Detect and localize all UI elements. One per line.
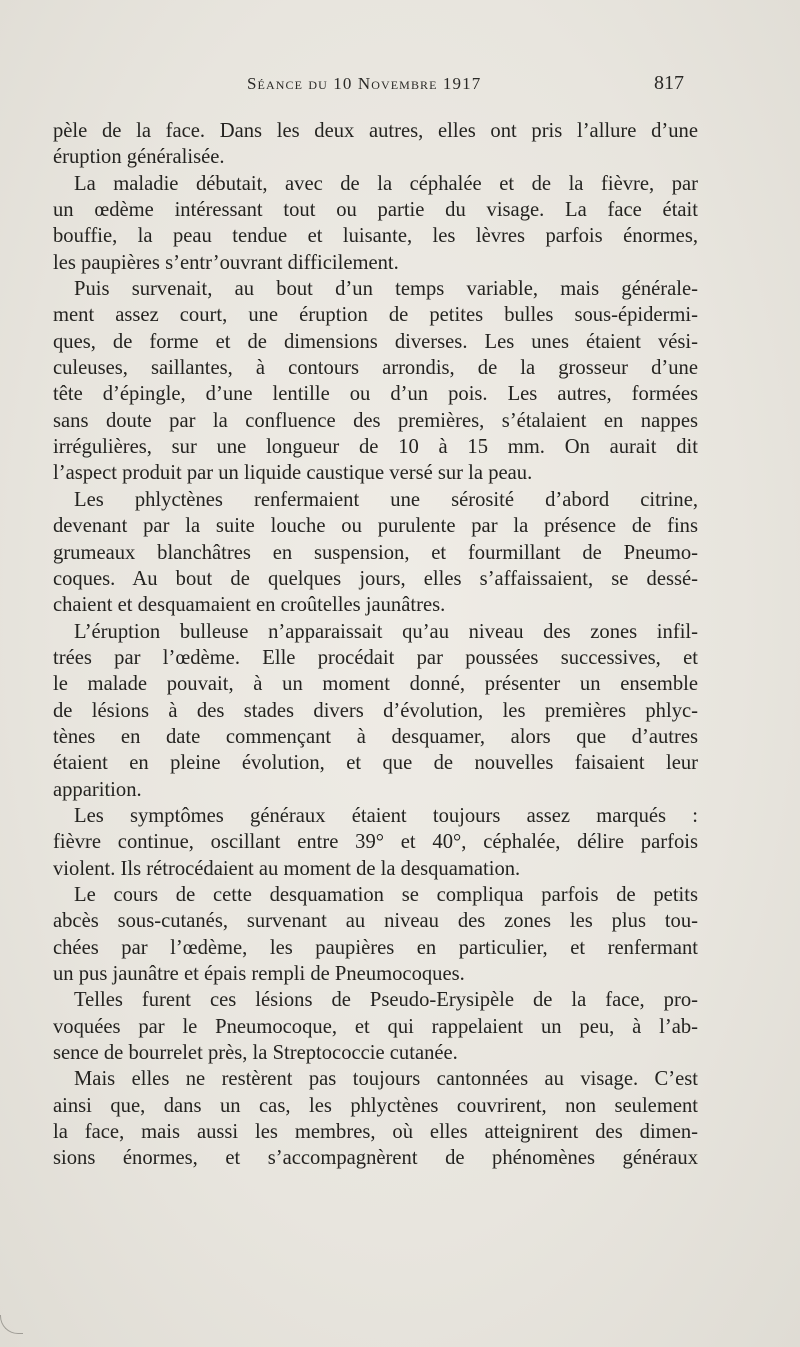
text-line: sions énormes, et s’accompagnèrent de phénomènes généraux: [53, 1147, 698, 1170]
text-line: culeuses, saillantes, à contours arrondis, de la grosseur d’une: [53, 357, 698, 380]
text-line: trées par l’œdème. Elle procédait par poussées successives, et: [53, 646, 698, 669]
text-line: le malade pouvait, à un moment donné, présenter un ensemble: [53, 673, 698, 696]
text-line: grumeaux blanchâtres en suspension, et fourmillant de Pneumo-: [53, 541, 698, 564]
text-line: Mais elles ne restèrent pas toujours cantonnées au visage. C’est: [74, 1068, 698, 1091]
text-line: violent. Ils rétrocédaient au moment de la desquamation.: [53, 857, 521, 880]
text-line: sence de bourrelet près, la Streptococcie cutanée.: [53, 1042, 458, 1065]
text-line: de lésions à des stades divers d’évolution, les premières phlyc-: [53, 699, 698, 722]
text-line: voquées par le Pneumocoque, et qui rappelaient un peu, à l’ab-: [53, 1015, 698, 1038]
text-line: Telles furent ces lésions de Pseudo-Erysipèle de la face, pro-: [74, 989, 698, 1012]
text-line: tête d’épingle, d’une lentille ou d’un pois. Les autres, formées: [53, 383, 698, 406]
text-line: apparition.: [53, 778, 142, 801]
text-line: abcès sous-cutanés, survenant au niveau des zones les plus tou-: [53, 910, 698, 933]
text-line: coques. Au bout de quelques jours, elles s’affaissaient, se dessé-: [53, 567, 698, 590]
text-line: Les phlyctènes renfermaient une sérosité d’abord citrine,: [74, 488, 698, 511]
text-line: chées par l’œdème, les paupières en particulier, et renfermant: [53, 936, 698, 959]
text-line: Puis survenait, au bout d’un temps variable, mais générale-: [74, 278, 698, 301]
text-line: un œdème intéressant tout ou partie du visage. La face était: [53, 199, 698, 222]
body-text: [53, 118, 698, 1172]
text-line: ques, de forme et de dimensions diverses. Les unes étaient vési-: [53, 330, 698, 353]
text-line: fièvre continue, oscillant entre 39° et 40°, céphalée, délire parfois: [53, 831, 698, 854]
text-line: ainsi que, dans un cas, les phlyctènes couvrirent, non seulement: [53, 1094, 698, 1117]
page-edge-mark: [0, 1315, 23, 1334]
text-line: L’éruption bulleuse n’apparaissait qu’au niveau des zones infil-: [74, 620, 698, 643]
text-line: la face, mais aussi les membres, où elles atteignirent des dimen-: [53, 1121, 698, 1144]
text-line: chaient et desquamaient en croûtelles jaunâtres.: [53, 594, 446, 617]
page-number: 817: [654, 72, 684, 94]
running-title: Séance du 10 Novembre 1917: [247, 74, 482, 93]
text-line: La maladie débutait, avec de la céphalée et de la fièvre, par: [74, 172, 698, 195]
text-line: bouffie, la peau tendue et luisante, les lèvres parfois énormes,: [53, 225, 698, 248]
text-line: irrégulières, sur une longueur de 10 à 15 mm. On aurait dit: [53, 436, 698, 459]
text-line: sans doute par la confluence des premières, s’étalaient en nappes: [53, 409, 698, 432]
text-line: ment assez court, une éruption de petites bulles sous-épidermi-: [53, 304, 698, 327]
text-line: étaient en pleine évolution, et que de nouvelles faisaient leur: [53, 752, 698, 775]
text-line: pèle de la face. Dans les deux autres, elles ont pris l’allure d’une: [53, 120, 698, 142]
text-line: l’aspect produit par un liquide caustique versé sur la peau.: [53, 462, 533, 485]
text-line: éruption généralisée.: [53, 146, 225, 169]
text-line: un pus jaunâtre et épais rempli de Pneumocoques.: [53, 963, 465, 985]
page-header: [0, 70, 800, 100]
text-line: devenant par la suite louche ou purulente par la présence de fins: [53, 515, 698, 538]
text-line: Le cours de cette desquamation se compliqua parfois de petits: [74, 883, 698, 906]
text-line: les paupières s’entr’ouvrant difficilement.: [53, 251, 399, 274]
text-line: tènes en date commençant à desquamer, alors que d’autres: [53, 725, 698, 748]
text-line: Les symptômes généraux étaient toujours assez marqués :: [74, 804, 698, 827]
